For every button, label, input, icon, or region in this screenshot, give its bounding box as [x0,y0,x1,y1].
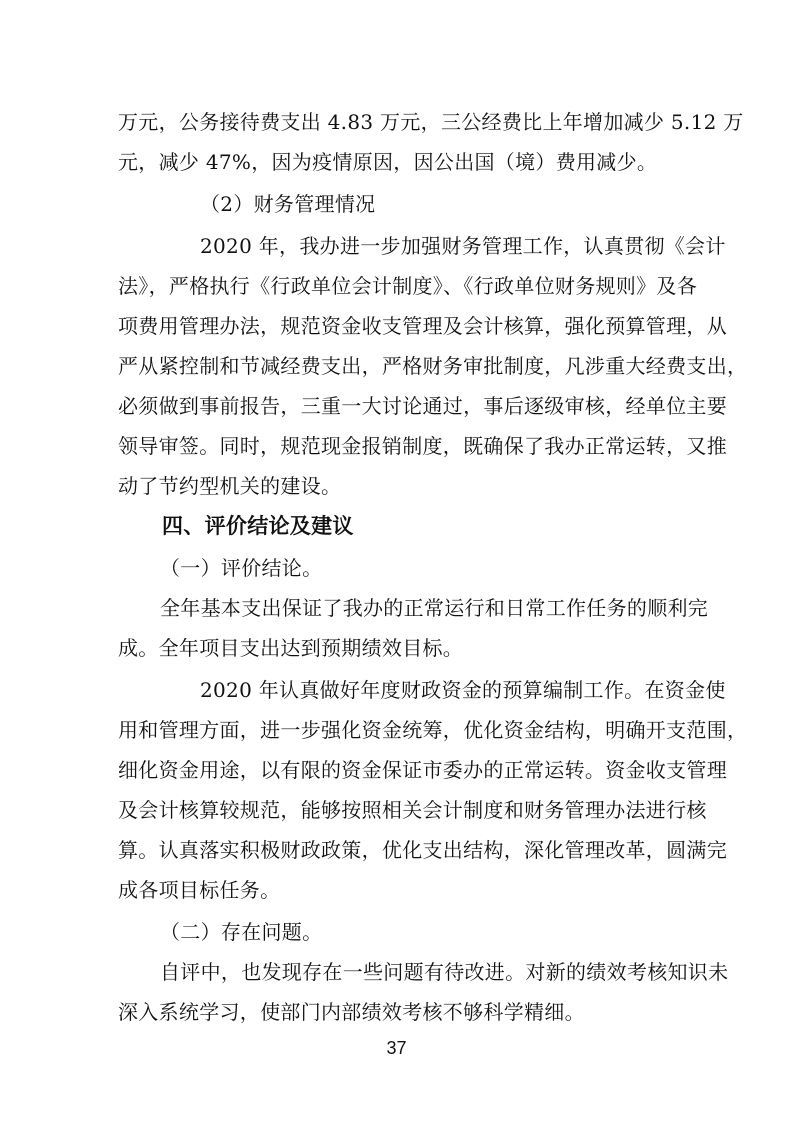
paragraph-line: 成。全年项目支出达到预期绩效目标。 [118,636,464,660]
paragraph-line: 全年基本支出保证了我办的正常运行和日常工作任务的顺利完 [160,596,709,620]
paragraph-line: 自评中，也发现存在一些问题有待改进。对新的绩效考核知识未 [160,960,729,984]
paragraph-line: 元，减少 47%，因为疫情原因，因公出国（境）费用减少。 [118,150,658,174]
section-subheading: （一）评价结论。 [160,556,323,580]
paragraph-line: 算。认真落实积极财政政策，优化支出结构，深化管理改革，圆满完 [118,838,727,862]
section-heading: 四、评价结论及建议 [162,514,354,538]
paragraph-line: 万元，公务接待费支出 4.83 万元，三公经费比上年增加减少 5.12 万 [118,110,744,134]
paragraph-line: 法》，严格执行《行政单位会计制度》、《行政单位财务规则》及各 [118,274,697,298]
paragraph-line: 领导审签。同时，规范现金报销制度，既确保了我办正常运转，又推 [118,434,727,458]
paragraph-line: 细化资金用途，以有限的资金保证市委办的正常运转。资金收支管理 [118,758,727,782]
paragraph-line: 2020 年认真做好年度财政资金的预算编制工作。在资金使 [200,678,726,702]
paragraph-line: 必须做到事前报告，三重一大讨论通过，事后逐级审核，经单位主要 [118,394,727,418]
paragraph-line: 项费用管理办法，规范资金收支管理及会计核算，强化预算管理，从 [118,314,727,338]
page-number: 37 [386,1038,407,1058]
section-subheading: （二）存在问题。 [160,920,323,944]
paragraph-line: 深入系统学习，使部门内部绩效考核不够科学精细。 [118,1000,585,1024]
paragraph-line: 动了节约型机关的建设。 [118,474,342,498]
paragraph-line: 用和管理方面，进一步强化资金统筹，优化资金结构，明确开支范围， [118,718,748,742]
paragraph-line: 严从紧控制和节减经费支出，严格财务审批制度，凡涉重大经费支出， [118,354,748,378]
paragraph-line: 2020 年，我办进一步加强财务管理工作，认真贯彻《会计 [200,234,726,258]
paragraph-line: 成各项目标任务。 [118,878,281,902]
section-subheading: （2）财务管理情况 [200,192,376,216]
paragraph-line: 及会计核算较规范，能够按照相关会计制度和财务管理办法进行核 [118,798,707,822]
